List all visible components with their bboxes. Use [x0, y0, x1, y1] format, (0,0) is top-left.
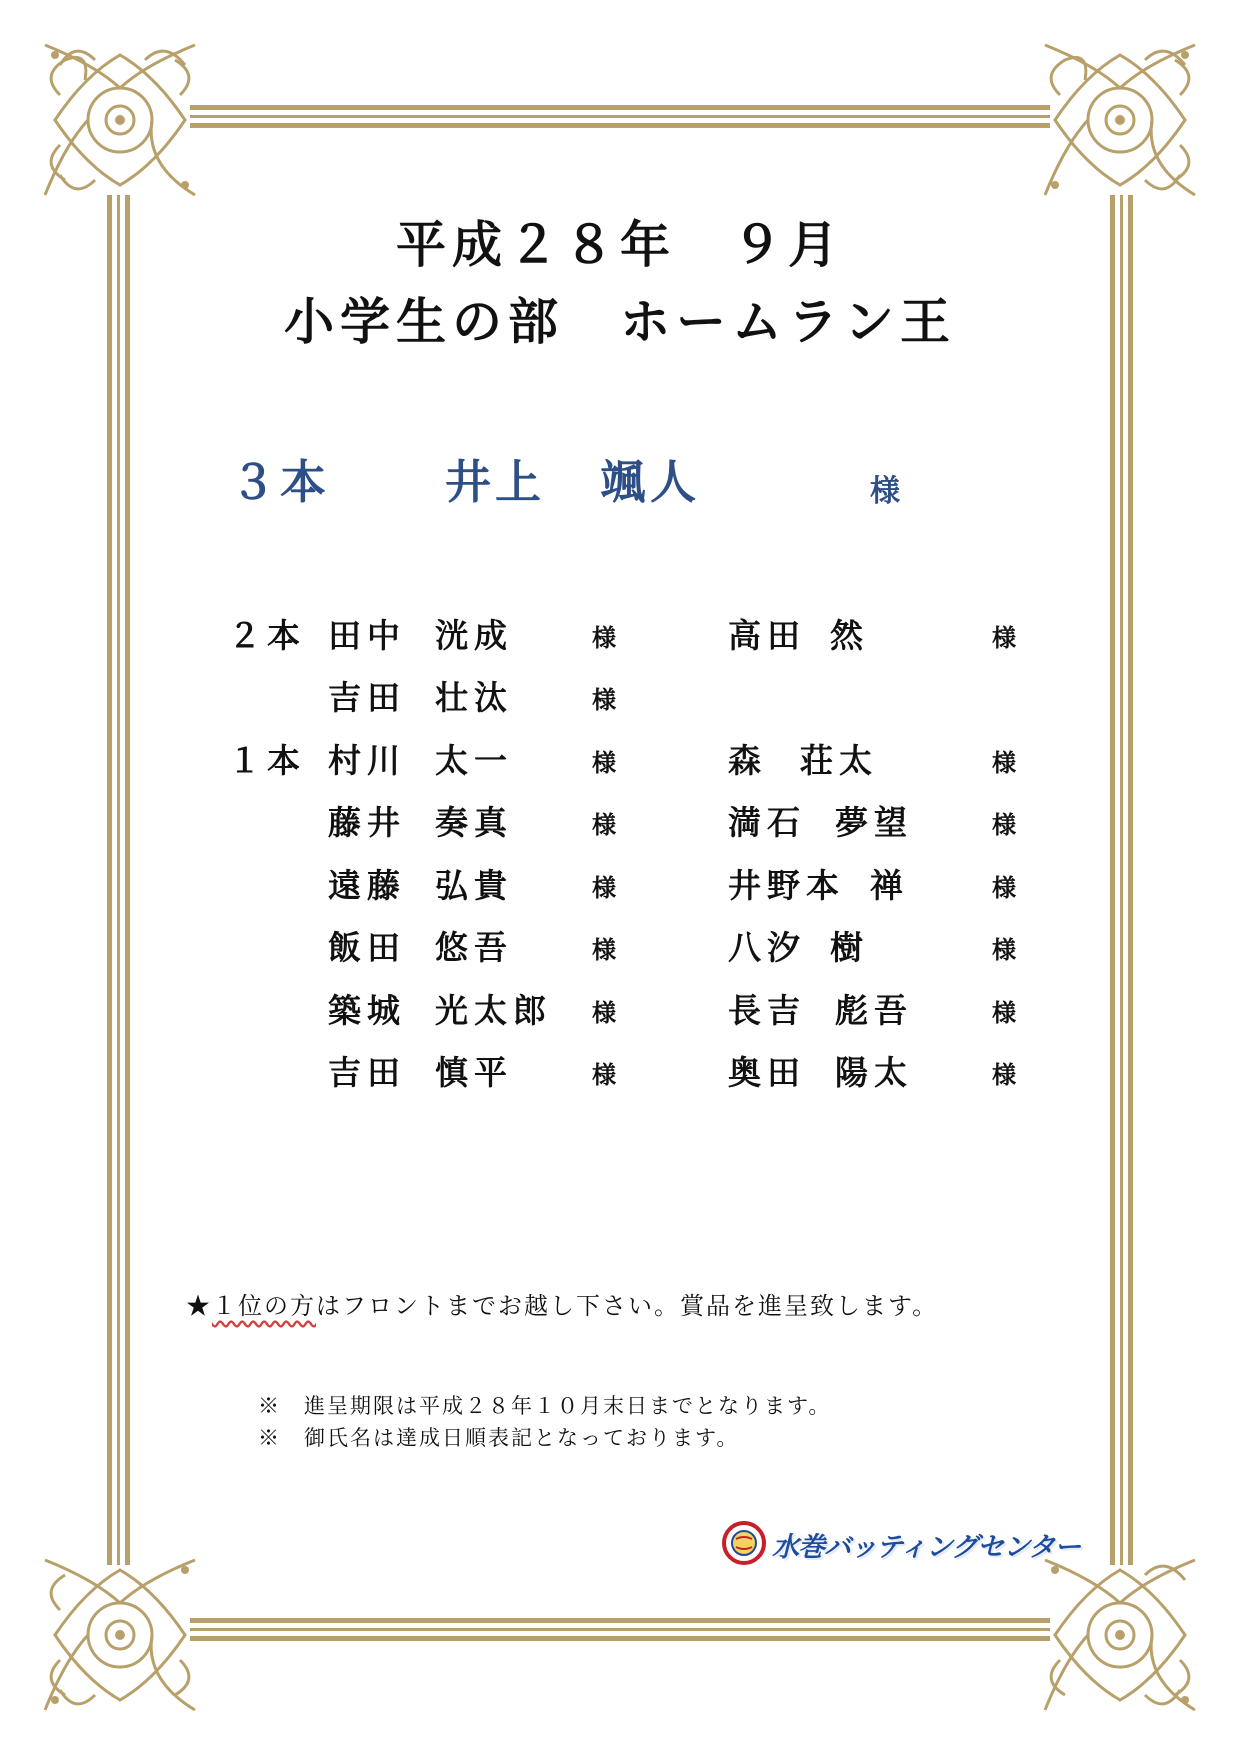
right-honorific: 様 [992, 998, 1022, 1027]
right-honorific: 様 [992, 935, 1022, 964]
left-honorific: 様 [592, 748, 622, 777]
right-honorific: 様 [992, 1060, 1022, 1089]
frame-bottom-line [190, 1636, 1050, 1641]
left-honorific: 様 [592, 810, 622, 839]
corner-ornament-bottom-left [35, 1550, 205, 1720]
right-given-name: 然 [830, 616, 869, 655]
frame-top-line [190, 115, 1050, 118]
right-family-name: 長吉 [728, 991, 806, 1030]
right-given-name: 禅 [870, 866, 909, 905]
left-family-name: 田中 [328, 616, 406, 655]
right-honorific: 様 [992, 623, 1022, 652]
left-given-name: 洸成 [435, 616, 513, 655]
left-family-name: 吉田 [328, 1053, 406, 1092]
champion-honorific: 様 [870, 474, 900, 509]
right-honorific: 様 [992, 810, 1022, 839]
ranking-count: ２本 [228, 616, 306, 655]
left-honorific: 様 [592, 623, 622, 652]
corner-ornament-top-left [35, 35, 205, 205]
ranking-row [0, 985, 1240, 1045]
footnote: ※ 進呈期限は平成２８年１０月末日までとなります。 [258, 1394, 832, 1418]
corner-ornament-top-right [1035, 35, 1205, 205]
left-family-name: 吉田 [328, 678, 406, 717]
right-given-name: 荘太 [800, 741, 878, 780]
left-given-name: 弘貴 [435, 866, 513, 905]
right-family-name: 井野本 [728, 866, 845, 905]
left-given-name: 慎平 [435, 1053, 513, 1092]
right-honorific: 様 [992, 873, 1022, 902]
left-family-name: 藤井 [328, 803, 406, 842]
left-family-name: 村川 [328, 741, 406, 780]
left-honorific: 様 [592, 685, 622, 714]
champion-family-name: 井上 [445, 455, 545, 509]
footnote: ※ 御氏名は達成日順表記となっております。 [258, 1426, 740, 1450]
ranking-row [0, 1047, 1240, 1107]
left-honorific: 様 [592, 1060, 622, 1089]
right-given-name: 夢望 [835, 803, 913, 842]
company-logo-text: 水巻バッティングセンター [772, 1532, 1081, 1563]
right-family-name: 満石 [728, 803, 806, 842]
left-given-name: 太一 [435, 741, 513, 780]
right-family-name: 高田 [728, 616, 806, 655]
ranking-row [0, 797, 1240, 857]
left-family-name: 築城 [328, 991, 406, 1030]
ranking-row [0, 735, 1240, 795]
left-given-name: 光太郎 [435, 991, 552, 1030]
page-title-date: 平成２８年 ９月 [396, 215, 844, 274]
left-given-name: 壮汰 [435, 678, 513, 717]
prize-notice-text: はフロントまでお越し下さい。賞品を進呈致します。 [316, 1292, 939, 1320]
ranking-row [0, 672, 1240, 732]
right-family-name: 森 [728, 741, 767, 780]
left-family-name: 遠藤 [328, 866, 406, 905]
champion-count: ３本 [230, 455, 330, 509]
left-given-name: 悠吾 [435, 928, 513, 967]
right-family-name: 八汐 [728, 928, 806, 967]
ranking-count: １本 [228, 741, 306, 780]
baseball-emblem-icon [722, 1521, 766, 1565]
right-given-name: 彪吾 [835, 991, 913, 1030]
ranking-row [0, 860, 1240, 920]
star-icon: ★ [186, 1292, 212, 1320]
frame-top-line [190, 105, 1050, 110]
frame-bottom-line [190, 1618, 1050, 1623]
frame-bottom-line [190, 1628, 1050, 1631]
frame-top-line [190, 123, 1050, 128]
left-honorific: 様 [592, 873, 622, 902]
page-title-category: 小学生の部 ホームラン王 [284, 292, 956, 351]
left-honorific: 様 [592, 935, 622, 964]
left-honorific: 様 [592, 998, 622, 1027]
right-honorific: 様 [992, 748, 1022, 777]
ranking-row [0, 922, 1240, 982]
prize-notice [186, 1286, 938, 1321]
left-family-name: 飯田 [328, 928, 406, 967]
right-given-name: 陽太 [835, 1053, 913, 1092]
champion-given-name: 颯人 [600, 455, 700, 509]
right-family-name: 奥田 [728, 1053, 806, 1092]
right-given-name: 樹 [830, 928, 869, 967]
first-place-label: １位の方 [212, 1292, 316, 1320]
left-given-name: 奏真 [435, 803, 513, 842]
corner-ornament-bottom-right [1035, 1550, 1205, 1720]
ranking-row [0, 610, 1240, 670]
company-logo [720, 1515, 1081, 1571]
